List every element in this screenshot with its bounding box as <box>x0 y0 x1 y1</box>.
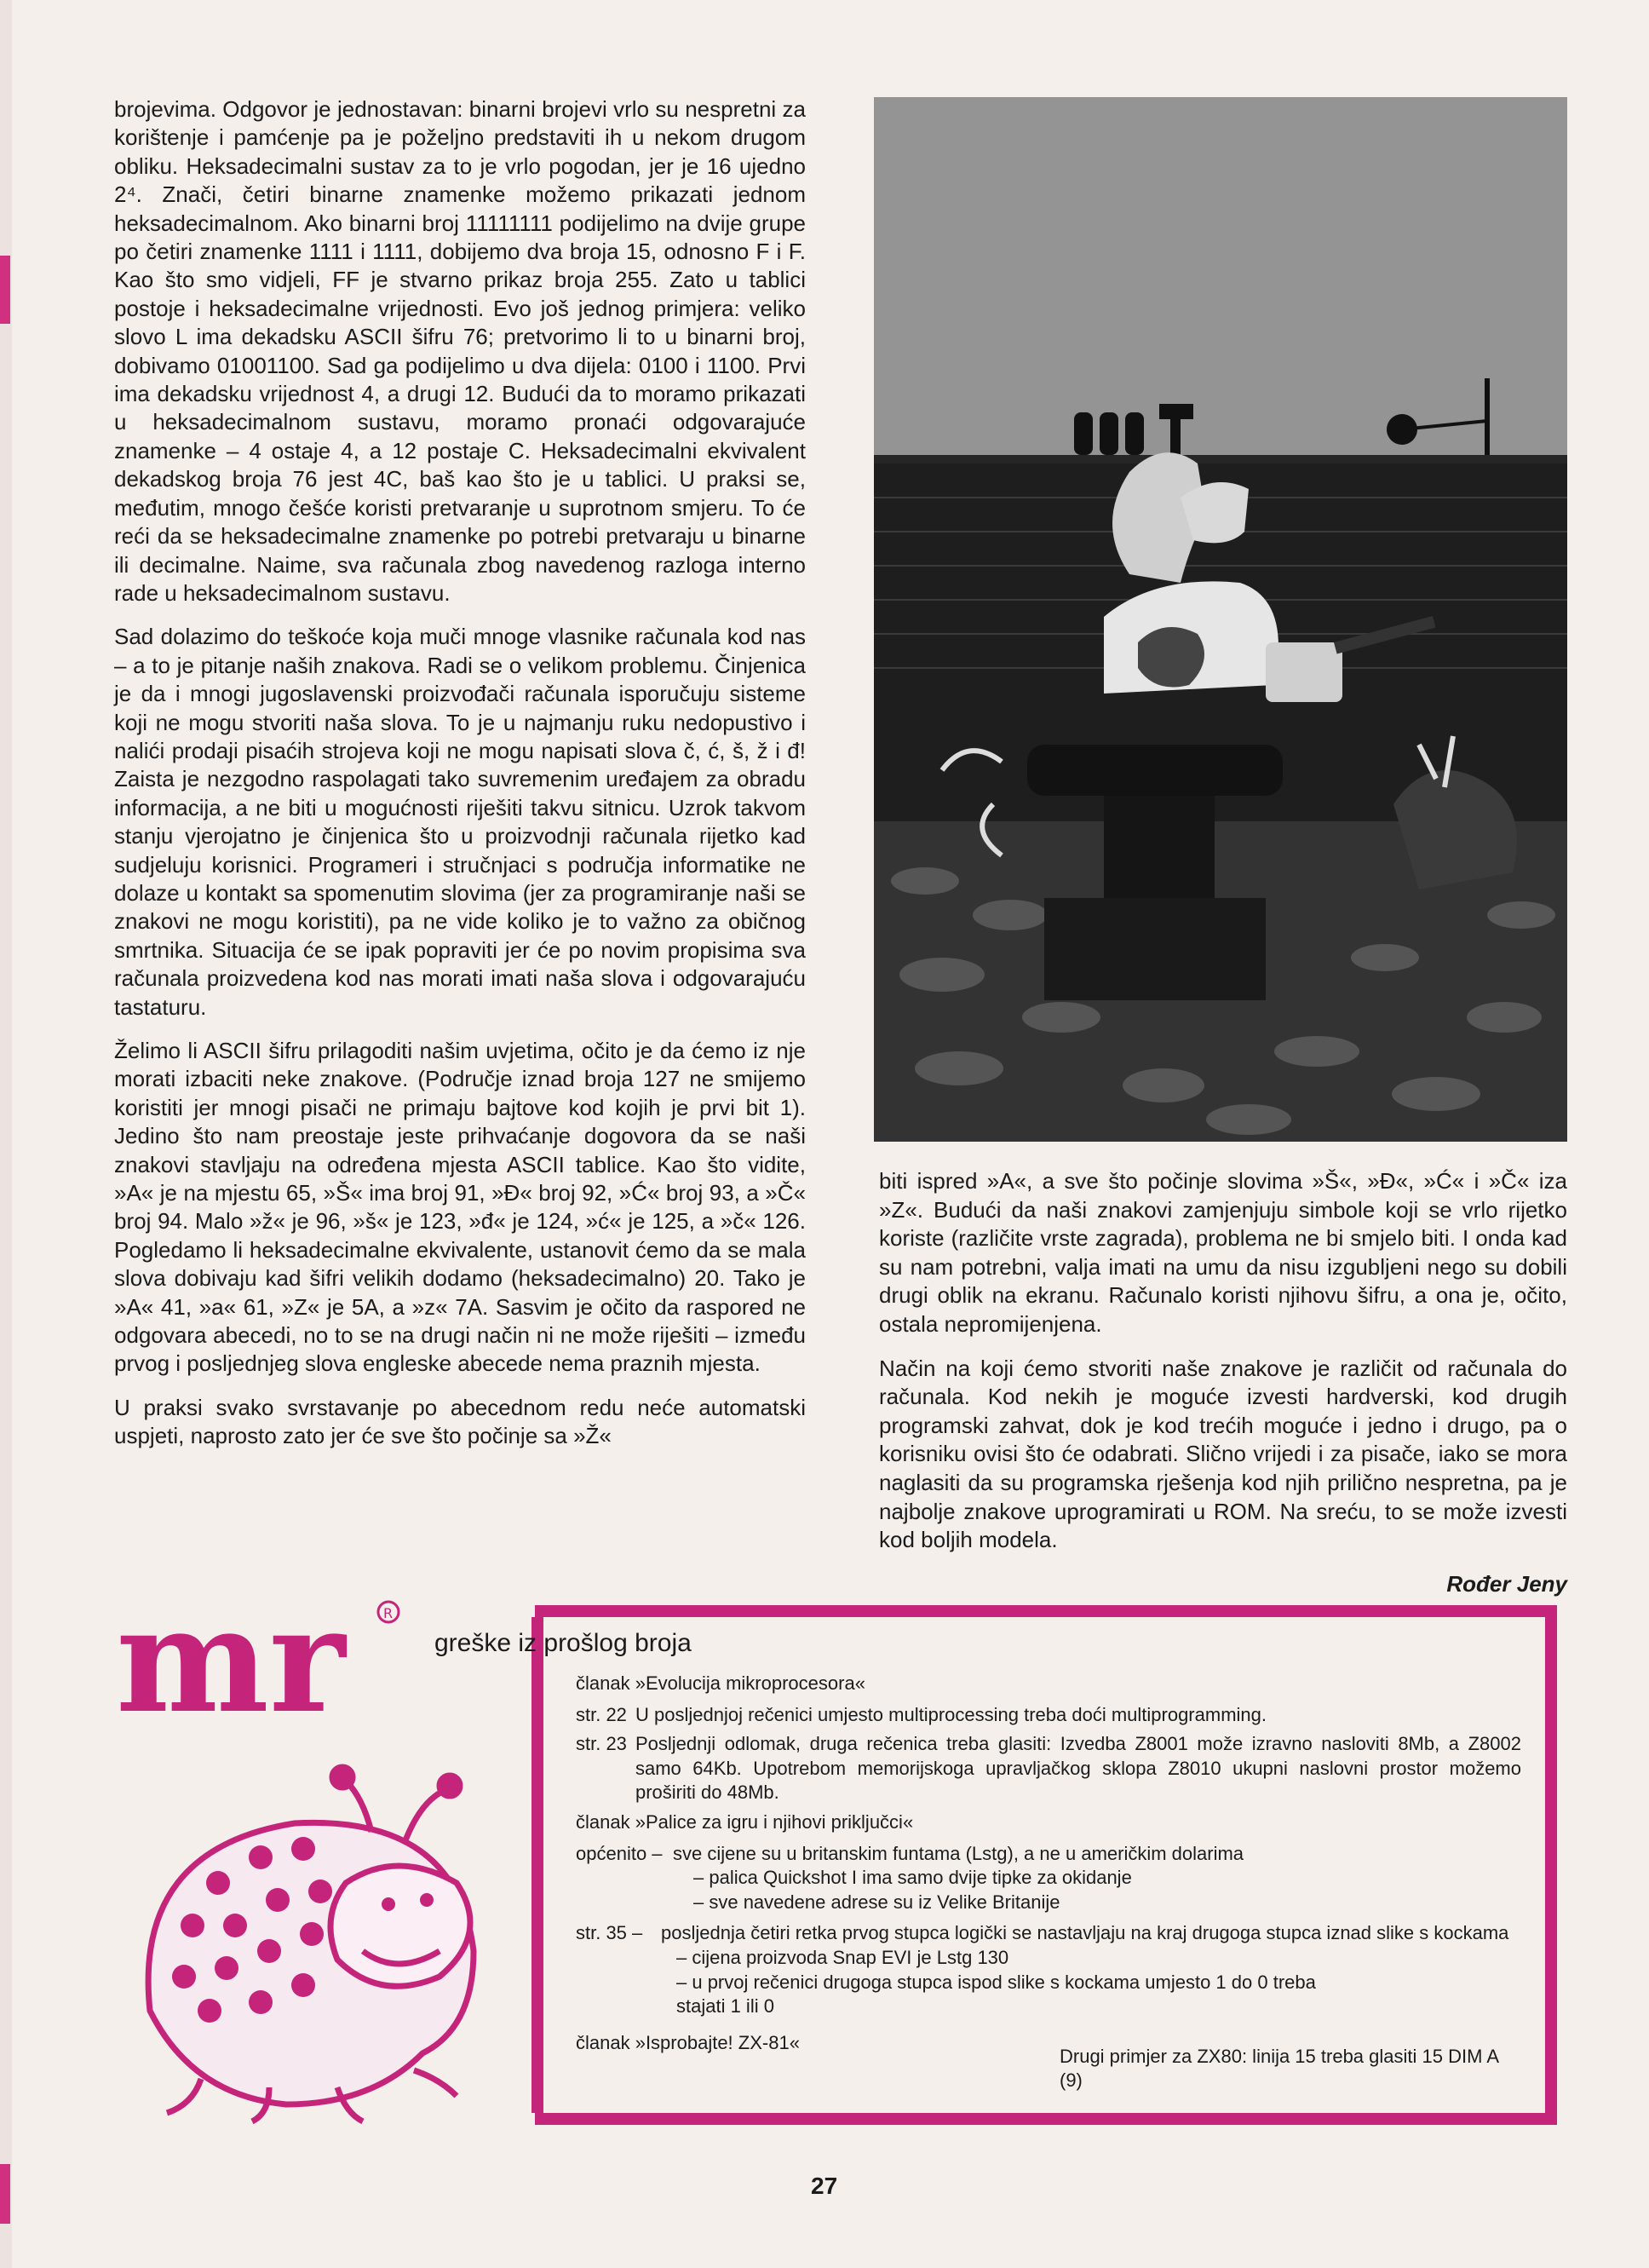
errata-subitem: – cijena proizvoda Snap EVI je Lstg 130 <box>676 1946 1009 1968</box>
errata-article-title: članak »Evolucija mikroprocesora« <box>576 1672 865 1694</box>
page-edge <box>0 0 12 2268</box>
page-number: 27 <box>811 2173 838 2199</box>
blacksmith-illustration-art <box>874 97 1567 1142</box>
errata-subitem: – palica Quickshot I ima samo dvije tipke za okidanje <box>693 1867 1132 1889</box>
article-author: Rođer Jeny <box>1446 1570 1567 1597</box>
errata-entry <box>576 1732 1521 1805</box>
article-paragraph: Želimo li ASCII šifru prilagoditi našim uvjetima, očito je da ćemo iz nje morati izbaciti neke znakove. (Područje iznad broja 127 ne smijemo koristiti jer mnogi pisači ne primaju bajtove kod kojih je prvi bit 1). Jedino što nam preostaje jeste prihvaćanje dogovora da se naši znakovi stavljaju na određena mjesta ASCII tablice. Kao što vidite, »A« je na mjestu 65, »Š« ima broj 91, »Đ« broj 92, »Ć« broj 93, a »Č« broj 94. Malo »ž« je 96, »š« je 123, »đ« je 124, »ć« je 125, a »č« 126. Pogledamo li heksadecimalne ekvivalente, ustanovit ćemo da se mala slova dobivaju kad šifri velikih dodamo (heksadecimalno) 20. Tako je »A« 41, »a« 61, »Z« je 5A, a »z« 7A. Sasvim je očito da raspored ne odgovara abecedi, no to se na drugi način ni ne može riješiti – između prvog i posljednjeg slova engleske abecede nema praznih mjesta. <box>114 1038 806 1377</box>
errata-body <box>576 1672 1521 2062</box>
errata-entry-label: str. 23 <box>576 1733 627 1755</box>
article-paragraph: biti ispred »A«, a sve što počinje slovima »Š«, »Đ«, »Ć« i »Č« iza »Z«. Budući da naši znakovi zamjenjuju simbole koji se vrlo rijetko koriste (različite vrste zagrada), problema ne bi smjelo biti. I onda kad su nam potrebni, valja imati na umu da nisu izgubljeni nego su dobili drugi oblik na ekranu. Računalo koristi njihovu šifru, a ona je, očito, ostala nepromijenjena. <box>879 1168 1567 1337</box>
errata-article-title: članak »Isprobajte! ZX-81« <box>576 2031 800 2053</box>
errata-entry <box>576 1703 1521 1728</box>
mr-logo <box>116 1593 405 1730</box>
article-left-column <box>114 95 806 1466</box>
edge-color-mark <box>0 256 10 324</box>
errata-entry-label: str. 35 – <box>576 1922 643 1944</box>
mr-logo-text: mr <box>116 1593 346 1730</box>
svg-text:R: R <box>383 1605 394 1621</box>
errata-entry-text: U posljednjoj rečenici umjesto multiprocessing treba doći multiprogramming. <box>635 1703 1267 1725</box>
article-right-column <box>879 1167 1567 1598</box>
article-paragraph: Sad dolazimo do teškoće koja muči mnoge vlasnike računala kod nas – a to je pitanje naših znakova. Radi se o velikom problemu. Činjenica je da i mnogi jugoslavenski proizvođači računala isporučuju sisteme koji ne mogu stvoriti naša slova. To je u najmanju ruku nedopustivo i nalići prodaji pisaćih strojeva koji ne mogu napisati slova č, ć, š, ž i đ! Zaista je nezgodno raspolagati tako suvremenim uređajem za obradu informacija, a ne biti u mogućnosti riješiti takvu sitnicu. Uzrok takvom stanju vjerojatno je činjenica što u proizvodnji računala rijetko kad sudjeluju korisnici. Programeri i stručnjaci s područja informatike ne dolaze u kontakt sa spomenutim slovima (jer za programiranje naši se znakovi ne mogu koristiti), pa ne vide koliko je to važno za običnog smrtnika. Situacija će se ipak popraviti jer će po novim propisima sva računala proizvedena kod nas morati imati naša slova i odgovarajuću tastaturu. <box>114 624 806 1020</box>
ladybug-mascot-icon <box>116 1755 542 2130</box>
blacksmith-illustration <box>874 97 1567 1142</box>
errata-title: greške iz prošlog broja <box>434 1629 692 1657</box>
errata-subitem: – sve navedene adrese su iz Velike Britanije <box>693 1891 1060 1913</box>
errata-sublist <box>576 1946 1332 2019</box>
errata-entry-text: posljednja četiri retka prvog stupca logički se nastavljaju na kraj drugoga stupca iznad slike s kockama <box>661 1922 1509 1944</box>
errata-article-title: članak »Palice za igru i njihovi priključci« <box>576 1810 914 1833</box>
article-paragraph: brojevima. Odgovor je jednostavan: binarni brojevi vrlo su nespretni za korištenje i pamćenje pa je poželjno predstaviti ih u nekom drugom obliku. Heksadecimalni sustav za to je vrlo pogodan, jer je 16 ujedno 2⁴. Znači, četiri binarne znamenke možemo prikazati jednom heksadecimalnom. Ako binarni broj 11111111 podijelimo na dvije grupe po četiri znamenke 1111 i 1111, dobijemo dva broja 15, odnosno F i F. Kao što smo vidjeli, FF je stvarno prikaz broja 255. Zato u tablici postoje i heksadecimalne vrijednosti. Evo još jednog primjera: veliko slovo L ima dekadsku ASCII šifru 76; pretvorimo li to u binarni broj, dobivamo 01001100. Sad ga podijelimo u dva dijela: 0100 i 1100. Prvi ima dekadsku vrijednost 4, a drugi 12. Budući da to moramo prikazati u heksadecimalnom sustavu, moramo pronaći odgovarajuće znamenke – 4 ostaje 4, a 12 postaje C. Heksadecimalni ekvivalent dekadskog broja 76 jest 4C, baš kao što je u tablici. U praksi se, međutim, mnogo češće koristi pretvaranje u suprotnom smjeru. To će reći da se heksadecimalne znamenke po potrebi pretvaraju u binarne ili decimalne. Naime, sva računala zbog navedenog razloga interno rade u heksadecimalnom sustavu. <box>114 96 806 606</box>
errata-sublist <box>576 1866 1521 1914</box>
errata-entry <box>576 1842 1521 1867</box>
errata-entry-text: Posljednji odlomak, druga rečenica treba glasiti: Izvedba Z8001 može izravno nasloviti 8Mb, a Z8002 samo 64Kb. Upotrebom memorijskoga upravljačkog sklopa Z8010 ukupni naslovni prostor možemo proširiti do 48Mb. <box>635 1733 1521 1804</box>
errata-entry-label: str. 22 <box>576 1703 627 1725</box>
errata-zx80-note: Drugi primjer za ZX80: linija 15 treba glasiti 15 DIM A (9) <box>1060 2046 1498 2091</box>
edge-color-mark <box>0 2164 10 2224</box>
errata-entry-label: općenito – <box>576 1842 663 1864</box>
article-paragraph: U praksi svako svrstavanje po abecednom redu neće automatski uspjeti, naprosto zato jer će sve što počinje sa »Ž« <box>114 1394 806 1449</box>
article-paragraph: Način na koji ćemo stvoriti naše znakove je različit od računala do računala. Kod nekih je moguće izvesti hardverski, kod drugih programski zahvat, dok je kod trećih moguće i jedno i drugo, pa o korisniku ovisi što će odabrati. Slično vrijedi i za pisače, iako se mora naglasiti da su programska rješenja kod njih prilično nespretna, pa je najbolje znakove uprogramirati u ROM. Na sreću, to se može izvesti kod boljih modela. <box>879 1355 1567 1553</box>
errata-entry <box>576 1921 1521 1946</box>
errata-entry-text: sve cijene su u britanskim funtama (Lstg), a ne u američkim dolarima <box>673 1842 1244 1864</box>
errata-subitem: – u prvoj rečenici drugoga stupca ispod slike s kockama umjesto 1 do 0 treba stajati 1 ili 0 <box>676 1971 1316 2018</box>
errata-frame-edge <box>531 1617 543 2113</box>
